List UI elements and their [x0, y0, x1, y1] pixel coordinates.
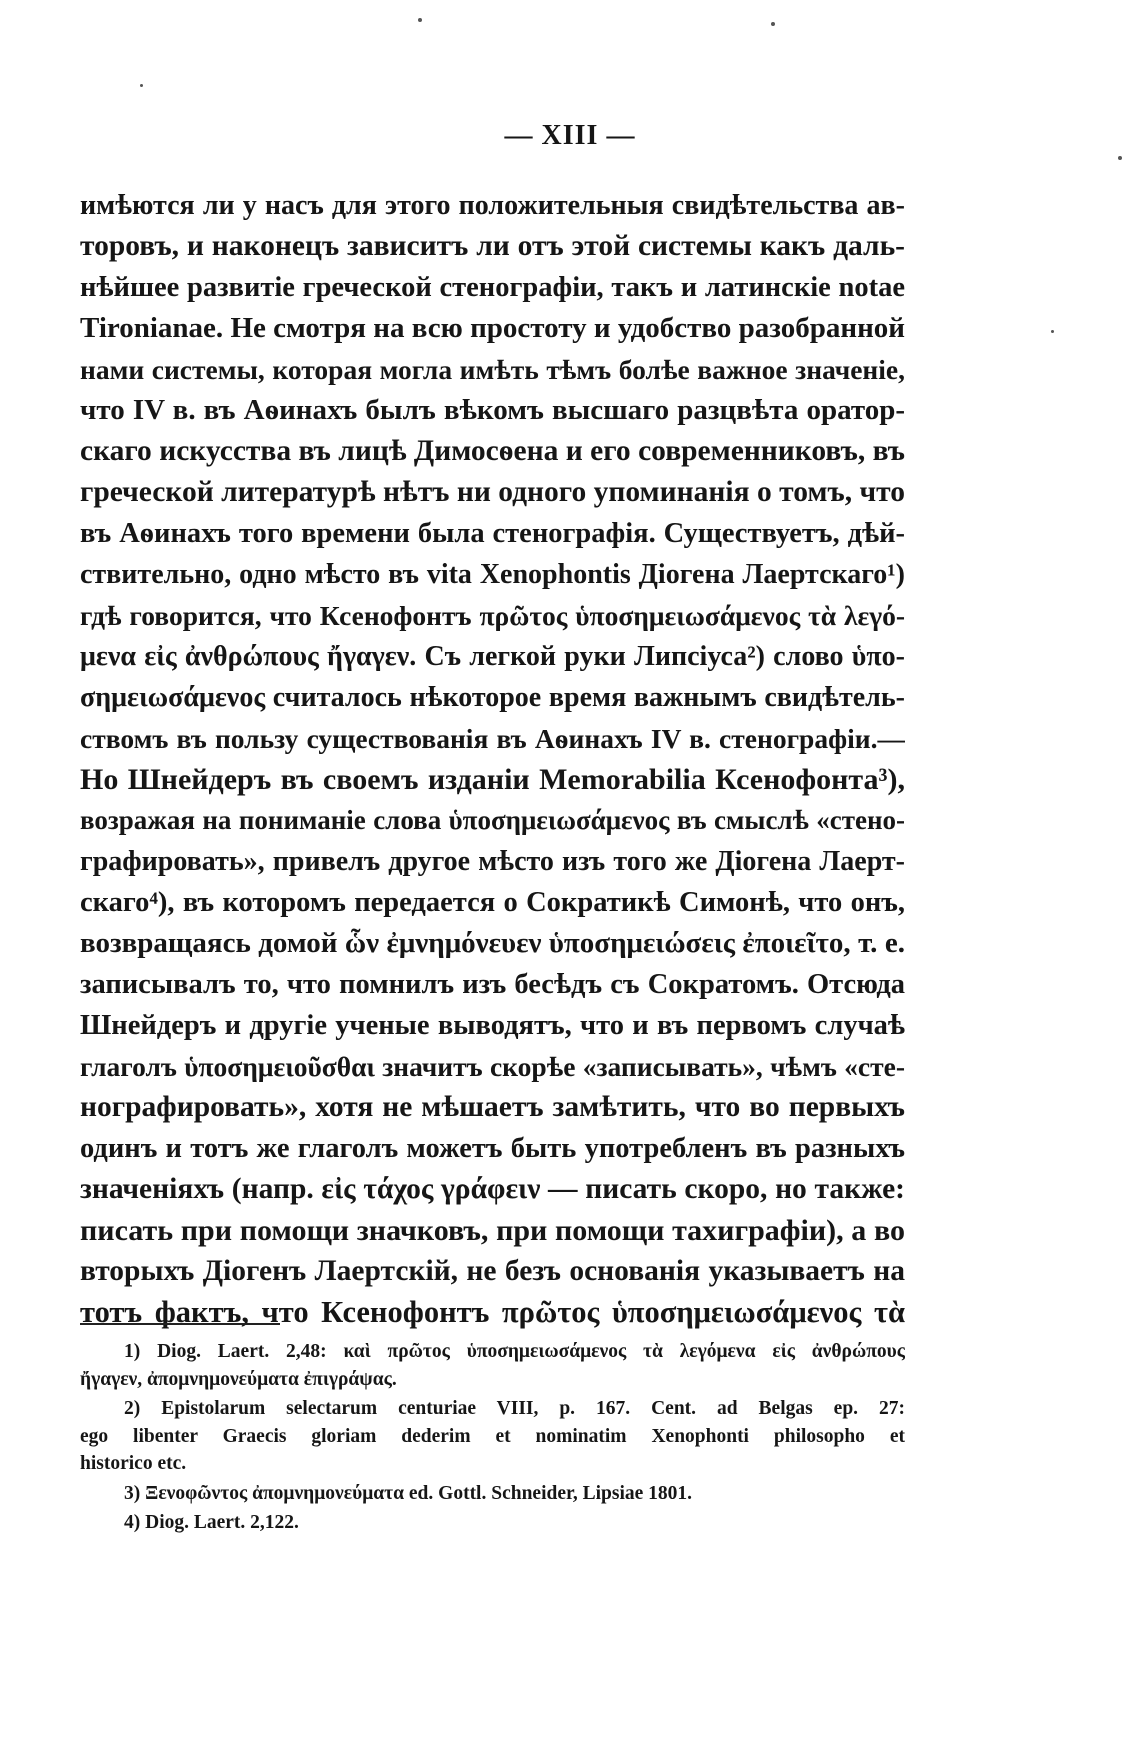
footnote-divider [80, 1323, 280, 1325]
text-line: нѣйшее развитіе греческой стенографіи, такъ и латинскіе notae [80, 272, 905, 303]
text-line: ствомъ въ пользу существованія въ Аѳинахъ IV в. стенографіи.— [80, 723, 905, 754]
footnote-1 [80, 1338, 905, 1393]
footnote-2 [80, 1395, 905, 1478]
text-line: записывалъ то, что помнилъ изъ бесѣдъ съ Сократомъ. Отсюда [80, 969, 905, 1000]
text-line: глаголъ ὑποσημειοῦσθαι значитъ скорѣе «записывать», чѣмъ «сте- [80, 1051, 905, 1082]
main-text [80, 185, 905, 1333]
footnote-line: ego libenter Graecis gloriam dederim et nominatim Xenophonti philosopho et [80, 1425, 905, 1447]
text-line: графировать», привелъ другое мѣсто изъ того же Діогена Лаерт- [80, 846, 905, 877]
text-line: торовъ, и наконецъ зависитъ ли отъ этой системы какъ даль- [80, 230, 905, 262]
footnote-line: historico etc. [80, 1453, 187, 1474]
scan-speck [140, 84, 143, 87]
footnote-line: 2) Epistolarum selectarum centuriae VIII, p. 167. Cent. ad Belgas ep. 27: [124, 1398, 905, 1419]
scan-speck [418, 18, 422, 22]
text-line: Tironianae. Не смотря на всю простоту и удобство разобранной [80, 312, 905, 344]
text-line: нографировать», хотя не мѣшаетъ замѣтить, что во первыхъ [80, 1091, 905, 1123]
text-line: гдѣ говорится, что Ксенофонтъ πρῶτος ὑποσημειωσάμενος τὰ λεγό- [80, 600, 905, 631]
footnote-4 [80, 1509, 905, 1537]
text-line: значеніяхъ (напр. εἰς τάχος γράφειν — писать скоро, но также: [80, 1173, 905, 1205]
text-line: одинъ и тотъ же глаголъ можетъ быть употребленъ въ разныхъ [80, 1133, 905, 1164]
page-number: — XIII — [504, 120, 636, 151]
footnote-line: 3) Ξενοφῶντος ἀπομνημονεύματα ed. Gottl. Schneider, Lipsiae 1801. [124, 1482, 693, 1504]
scan-speck [1051, 330, 1054, 333]
text-line: въ Аѳинахъ того времени была стенографія. Существуетъ, дѣй- [80, 518, 905, 549]
text-line: тотъ фактъ, что Ксенофонтъ πρῶτος ὑποσημειωσάμενος τὰ [80, 1295, 905, 1329]
text-line: Шнейдеръ и другіе ученые выводятъ, что и въ первомъ случаѣ [80, 1010, 905, 1041]
scan-speck [1118, 156, 1122, 160]
text-line: скаго⁴), въ которомъ передается о Сократикѣ Симонѣ, что онъ, [80, 887, 905, 918]
text-line: вторыхъ Діогенъ Лаертскій, не безъ основанія указываетъ на [80, 1255, 905, 1287]
footnotes [80, 1338, 905, 1539]
footnote-line: 1) Diog. Laert. 2,48: καὶ πρῶτος ὑποσημειωσάμενος τὰ λεγόμενα εἰς ἀνθρώπους [124, 1341, 905, 1362]
scan-speck [771, 22, 775, 26]
footnote-3 [80, 1480, 905, 1508]
footnote-line: ἤγαγεν, ἀπομνημονεύματα ἐπιγράψας. [80, 1368, 397, 1390]
text-line: ствительно, одно мѣсто въ vita Xenophontis Діогена Лаертскаго¹) [80, 559, 905, 590]
text-line: Но Шнейдеръ въ своемъ изданіи Memorabilia Ксенофонта³), [80, 763, 905, 796]
text-line: писать при помощи значковъ, при помощи тахиграфіи), а во [80, 1214, 905, 1247]
text-line: μενα εἰς ἀνθρώπους ἤγαγεν. Съ легкой руки Липсіуса²) слово ὑπο- [80, 641, 905, 672]
text-line: σημειωσάμενος считалось нѣкоторое время важнымъ свидѣтель- [80, 682, 905, 713]
text-line: нами системы, которая могла имѣть тѣмъ болѣе важное значеніе, [80, 354, 905, 385]
text-line: скаго искусства въ лицѣ Димосѳена и его современниковъ, въ [80, 435, 905, 467]
text-line: греческой литературѣ нѣтъ ни одного упоминанія о томъ, что [80, 476, 905, 508]
footnote-line: 4) Diog. Laert. 2,122. [124, 1512, 299, 1533]
text-line: имѣются ли у насъ для этого положительныя свидѣтельства ав- [80, 190, 905, 221]
text-line: возражая на пониманіе слова ὑποσημειωσάμενος въ смыслѣ «стено- [80, 805, 905, 835]
text-line: что IV в. въ Аѳинахъ былъ вѣкомъ высшаго разцвѣта оратор- [80, 394, 905, 426]
text-line: возвращаясь домой ὧν ἐμνημόνευεν ὑποσημειώσεις ἐποιεῖτο, т. е. [80, 927, 905, 959]
